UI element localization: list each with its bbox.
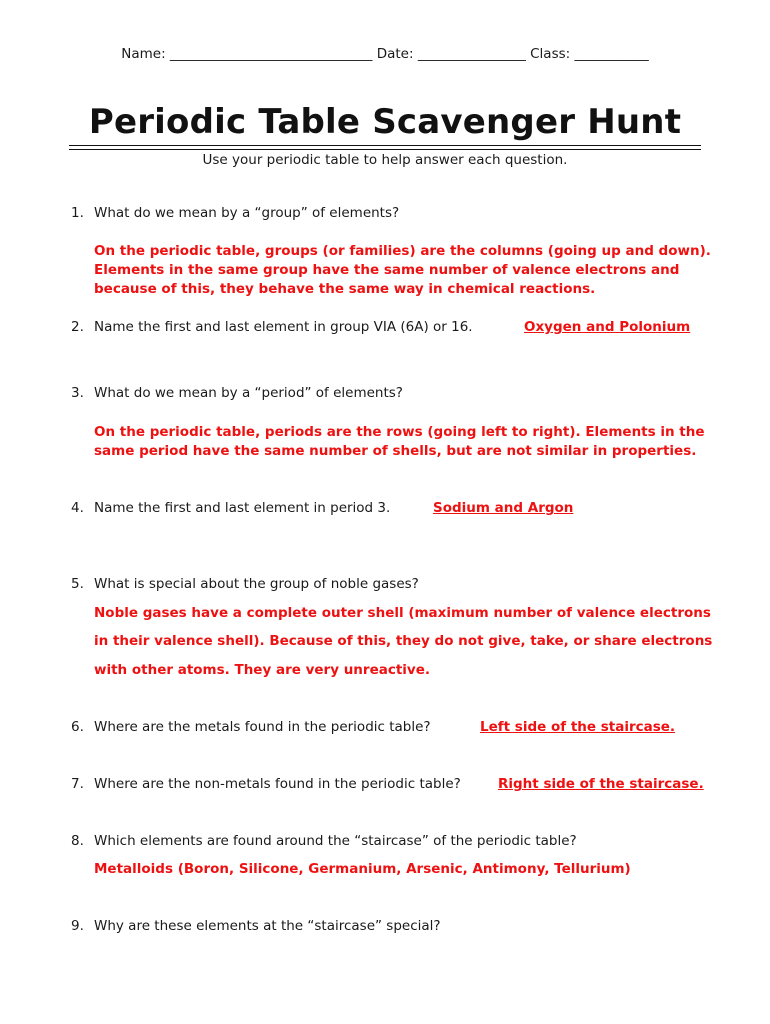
question-6-text: Where are the metals found in the periodic table? (94, 719, 431, 735)
question-8-answer-line-1: Metalloids (Boron, Silicone, Germanium, Arsenic, Antimony, Tellurium) (94, 861, 631, 877)
question-4-text: Name the first and last element in period 3. (94, 500, 391, 516)
question-2-answer: Oxygen and Polonium (524, 319, 691, 335)
question-3-answer-line-2: same period have the same number of shells, but are not similar in properties. (94, 443, 697, 459)
question-5-text: What is special about the group of noble gases? (94, 576, 419, 592)
header-name-date-class: Name: ______________________________ Date: ________________ Class: ___________ (121, 46, 649, 62)
question-3-text: What do we mean by a “period” of elements? (94, 385, 403, 401)
question-1-text: What do we mean by a “group” of elements? (94, 205, 400, 221)
question-3-number: 3. (71, 385, 84, 401)
question-5-answer-line-2: in their valence shell). Because of this, they do not give, take, or share electrons (94, 633, 713, 649)
question-6-answer: Left side of the staircase. (480, 719, 676, 735)
question-9-number: 9. (71, 918, 84, 934)
question-2-number: 2. (71, 319, 84, 335)
question-3-answer-line-1: On the periodic table, periods are the rows (going left to right). Elements in the (94, 424, 705, 440)
question-1-answer-line-1: On the periodic table, groups (or families) are the columns (going up and down). (94, 243, 711, 259)
title-rule-bottom (69, 149, 701, 150)
question-1-answer-line-2: Elements in the same group have the same number of valence electrons and (94, 262, 680, 278)
question-8-number: 8. (71, 833, 84, 849)
page-title: Periodic Table Scavenger Hunt (88, 102, 682, 142)
question-4-answer: Sodium and Argon (433, 500, 574, 516)
question-7-text: Where are the non-metals found in the periodic table? (94, 776, 461, 792)
question-8-text: Which elements are found around the “staircase” of the periodic table? (94, 833, 577, 849)
question-9-text: Why are these elements at the “staircase” special? (94, 918, 441, 934)
question-5-answer-line-1: Noble gases have a complete outer shell (maximum number of valence electrons (94, 605, 711, 621)
subtitle: Use your periodic table to help answer each question. (202, 152, 568, 168)
question-1-answer-line-3: because of this, they behave the same way in chemical reactions. (94, 281, 596, 297)
question-5-answer-line-3: with other atoms. They are very unreactive. (94, 662, 431, 678)
question-6-number: 6. (71, 719, 84, 735)
question-7-number: 7. (71, 776, 84, 792)
question-1-number: 1. (71, 205, 84, 221)
question-4-number: 4. (71, 500, 84, 516)
question-2-text: Name the first and last element in group VIA (6A) or 16. (94, 319, 473, 335)
title-rule-top (69, 145, 701, 146)
question-7-answer: Right side of the staircase. (498, 776, 704, 792)
question-5-number: 5. (71, 576, 84, 592)
